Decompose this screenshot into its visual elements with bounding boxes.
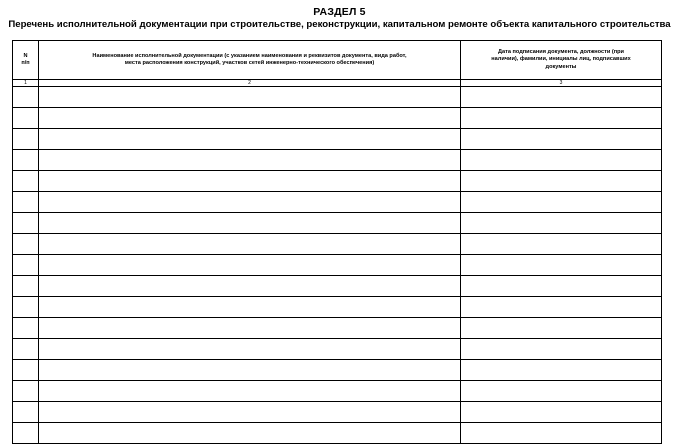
column-header-signing-info xyxy=(461,41,662,80)
cell-number[interactable] xyxy=(13,129,39,150)
cell-number[interactable] xyxy=(13,276,39,297)
column-header-document-name xyxy=(39,41,461,80)
table-row xyxy=(13,129,662,150)
column-header-number xyxy=(13,41,39,80)
table-row xyxy=(13,108,662,129)
cell-signing-info[interactable] xyxy=(461,318,662,339)
cell-document-name[interactable] xyxy=(39,276,461,297)
cell-signing-info[interactable] xyxy=(461,360,662,381)
cell-signing-info[interactable] xyxy=(461,87,662,108)
cell-signing-info[interactable] xyxy=(461,276,662,297)
cell-signing-info[interactable] xyxy=(461,297,662,318)
table-row xyxy=(13,150,662,171)
column-header-number-label: N п/п xyxy=(21,52,30,66)
column-number-2: 2 xyxy=(39,80,461,87)
table-row xyxy=(13,276,662,297)
table-row xyxy=(13,360,662,381)
cell-document-name[interactable] xyxy=(39,381,461,402)
cell-number[interactable] xyxy=(13,360,39,381)
cell-document-name[interactable] xyxy=(39,360,461,381)
cell-signing-info[interactable] xyxy=(461,255,662,276)
cell-number[interactable] xyxy=(13,339,39,360)
cell-signing-info[interactable] xyxy=(461,192,662,213)
cell-signing-info[interactable] xyxy=(461,213,662,234)
cell-signing-info[interactable] xyxy=(461,234,662,255)
column-header-document-name-label: Наименование исполнительной документации (с указанием наименования и реквизитов документа, вида работ, места расположения конструкций, участков сетей инженерно-технического обеспечения) xyxy=(92,52,407,66)
cell-number[interactable] xyxy=(13,402,39,423)
cell-number[interactable] xyxy=(13,234,39,255)
page-title: Перечень исполнительной документации при строительстве, реконструкции, капитальном ремонте объекта капитального строительства xyxy=(8,19,671,30)
cell-number[interactable] xyxy=(13,318,39,339)
cell-document-name[interactable] xyxy=(39,255,461,276)
cell-number[interactable] xyxy=(13,108,39,129)
cell-document-name[interactable] xyxy=(39,108,461,129)
cell-signing-info[interactable] xyxy=(461,129,662,150)
cell-number[interactable] xyxy=(13,297,39,318)
cell-document-name[interactable] xyxy=(39,318,461,339)
cell-number[interactable] xyxy=(13,213,39,234)
cell-document-name[interactable] xyxy=(39,150,461,171)
table-row xyxy=(13,87,662,108)
table-header-row xyxy=(13,41,662,80)
table-row xyxy=(13,171,662,192)
table-row xyxy=(13,213,662,234)
table-row xyxy=(13,318,662,339)
cell-number[interactable] xyxy=(13,192,39,213)
cell-document-name[interactable] xyxy=(39,213,461,234)
cell-number[interactable] xyxy=(13,150,39,171)
cell-document-name[interactable] xyxy=(39,129,461,150)
documentation-table xyxy=(12,40,662,444)
cell-signing-info[interactable] xyxy=(461,402,662,423)
section-label: РАЗДЕЛ 5 xyxy=(313,6,366,18)
column-number-1: 1 xyxy=(13,80,39,87)
cell-signing-info[interactable] xyxy=(461,381,662,402)
cell-signing-info[interactable] xyxy=(461,108,662,129)
cell-number[interactable] xyxy=(13,381,39,402)
table-row xyxy=(13,381,662,402)
cell-document-name[interactable] xyxy=(39,87,461,108)
cell-number[interactable] xyxy=(13,171,39,192)
cell-number[interactable] xyxy=(13,255,39,276)
table-row xyxy=(13,234,662,255)
table-row xyxy=(13,339,662,360)
cell-document-name[interactable] xyxy=(39,297,461,318)
cell-document-name[interactable] xyxy=(39,339,461,360)
table-row xyxy=(13,192,662,213)
cell-document-name[interactable] xyxy=(39,402,461,423)
column-number-row xyxy=(13,80,662,87)
cell-number[interactable] xyxy=(13,87,39,108)
cell-document-name[interactable] xyxy=(39,171,461,192)
table-row xyxy=(13,255,662,276)
cell-number[interactable] xyxy=(13,423,39,444)
cell-document-name[interactable] xyxy=(39,423,461,444)
column-number-3: 3 xyxy=(461,80,662,87)
cell-document-name[interactable] xyxy=(39,234,461,255)
cell-signing-info[interactable] xyxy=(461,150,662,171)
column-header-signing-info-label: Дата подписания документа, должности (при наличии), фамилии, инициалы лиц, подписавших документы xyxy=(491,48,631,70)
table-row xyxy=(13,402,662,423)
cell-signing-info[interactable] xyxy=(461,423,662,444)
table-row xyxy=(13,297,662,318)
cell-signing-info[interactable] xyxy=(461,171,662,192)
cell-signing-info[interactable] xyxy=(461,339,662,360)
cell-document-name[interactable] xyxy=(39,192,461,213)
table-row xyxy=(13,423,662,444)
